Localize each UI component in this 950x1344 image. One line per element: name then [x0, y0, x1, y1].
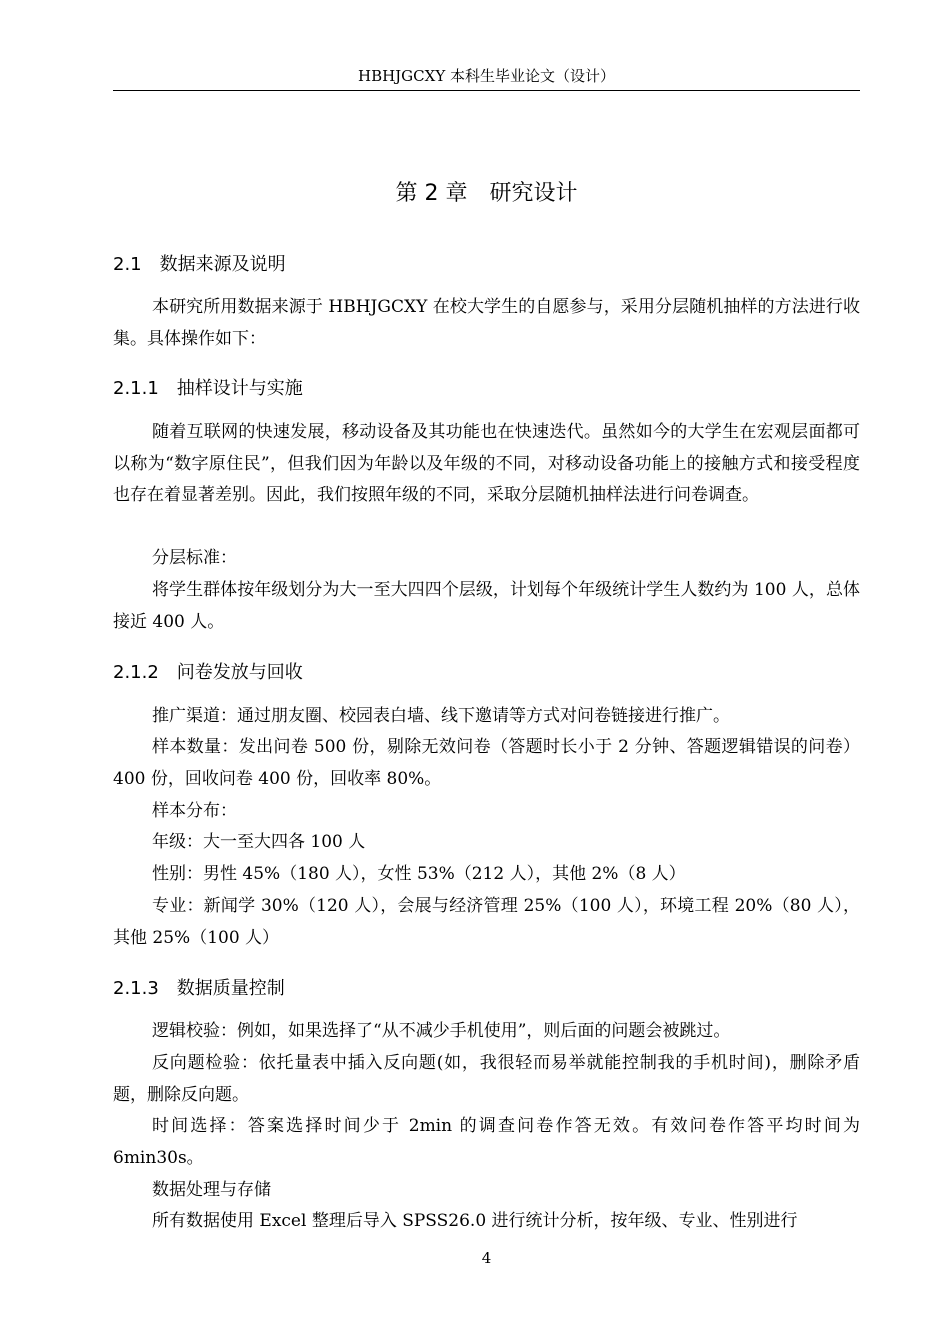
paragraph: 时间选择：答案选择时间少于 2min 的调查问卷作答无效。有效问卷作答平均时间为 6min30s。 [113, 1116, 860, 1168]
paragraph: 推广渠道：通过朋友圈、校园表白墙、线下邀请等方式对问卷链接进行推广。 [152, 706, 730, 726]
paragraph: 性别：男性 45%（180 人），女性 53%（212 人），其他 2%（8 人） [152, 864, 686, 884]
section-heading-2-1-1: 2.1.1 抽样设计与实施 [113, 378, 303, 399]
section-heading-2-1-2: 2.1.2 问卷发放与回收 [113, 662, 303, 683]
paragraph: 所有数据使用 Excel 整理后导入 SPSS26.0 进行统计分析，按年级、专业、性别进行 [152, 1211, 798, 1231]
paragraph: 逻辑校验：例如，如果选择了“从不减少手机使用”，则后面的问题会被跳过。 [152, 1021, 731, 1041]
chapter-title: 第 2 章 研究设计 [395, 181, 578, 206]
page-header: HBHJGCXY 本科生毕业论文（设计） [113, 62, 860, 91]
section-heading-2-1-3: 2.1.3 数据质量控制 [113, 978, 285, 999]
section-heading-2-1: 2.1 数据来源及说明 [113, 254, 286, 275]
paragraph: 数据处理与存储 [152, 1180, 271, 1200]
paragraph: 专业：新闻学 30%（120 人），会展与经济管理 25%（100 人），环境工程 20%（80 人），其他 25%（100 人） [113, 896, 860, 948]
paragraph: 样本数量：发出问卷 500 份，剔除无效问卷（答题时长小于 2 分钟、答题逻辑错误的问卷）400 份，回收问卷 400 份，回收率 80%。 [113, 737, 860, 789]
page-number: 4 [481, 1249, 492, 1267]
paragraph: 年级：大一至大四各 100 人 [152, 832, 366, 852]
paragraph: 样本分布： [152, 801, 237, 821]
paragraph: 将学生群体按年级划分为大一至大四四个层级，计划每个年级统计学生人数约为 100 人，总体接近 400 人。 [113, 580, 860, 632]
paragraph: 随着互联网的快速发展，移动设备及其功能也在快速迭代。虽然如今的大学生在宏观层面都可以称为“数字原住民”，但我们因为年龄以及年级的不同，对移动设备功能上的接触方式和接受程度也存在着显著差别。因此，我们按照年级的不同，采取分层随机抽样法进行问卷调查。 [113, 422, 860, 505]
paragraph: 分层标准： [152, 548, 237, 568]
paragraph: 本研究所用数据来源于 HBHJGCXY 在校大学生的自愿参与，采用分层随机抽样的方法进行收集。具体操作如下： [113, 297, 860, 349]
paragraph: 反向题检验：依托量表中插入反向题(如，我很轻而易举就能控制我的手机时间)，删除矛盾题，删除反向题。 [113, 1053, 860, 1105]
